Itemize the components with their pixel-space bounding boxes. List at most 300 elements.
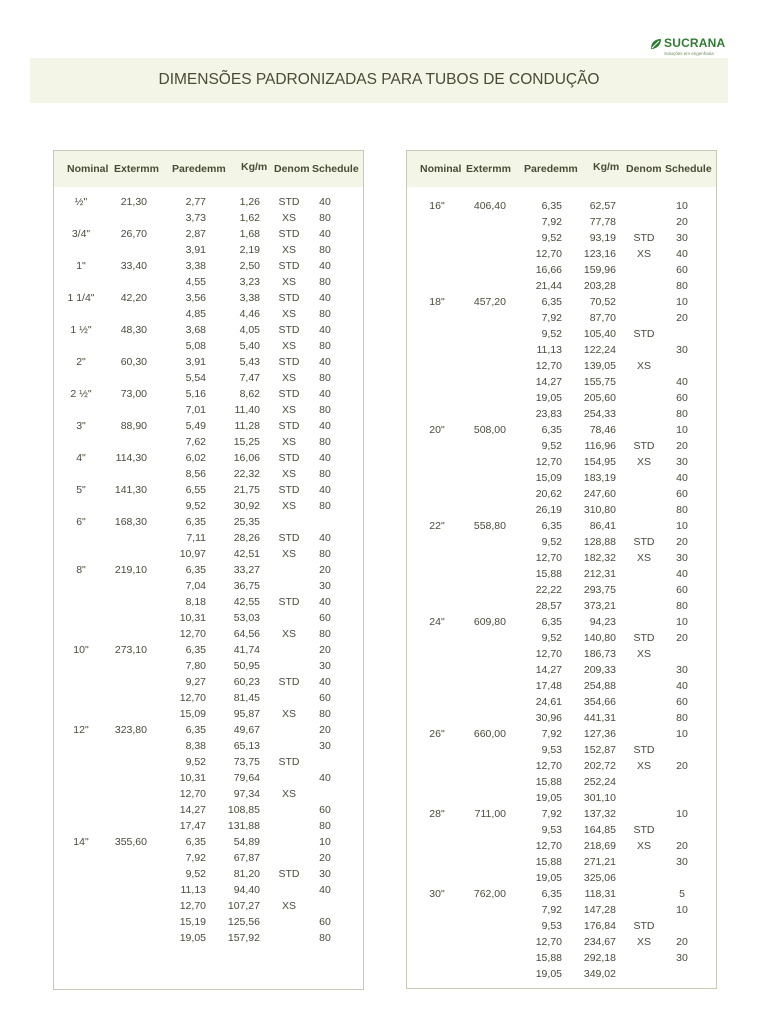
cell-kgm: 50,95 [233, 660, 260, 672]
cell-denom: XS [281, 468, 296, 480]
cell-parede: 7,80 [185, 660, 206, 672]
table-row [407, 392, 716, 408]
table-row [407, 264, 716, 280]
table-row [54, 500, 363, 516]
cell-parede: 14,27 [535, 664, 562, 676]
cell-nominal: 1" [76, 260, 86, 272]
leaf-logo-icon [650, 38, 662, 50]
cell-kgm: 147,28 [583, 904, 616, 916]
cell-parede: 15,88 [535, 568, 562, 580]
cell-schedule: 80 [319, 276, 331, 288]
cell-parede: 3,73 [185, 212, 206, 224]
table-row [54, 900, 363, 916]
cell-denom: XS [281, 308, 296, 320]
cell-kgm: 125,56 [227, 916, 260, 928]
table-row [407, 664, 716, 680]
cell-parede: 15,88 [535, 856, 562, 868]
cell-kgm: 325,06 [583, 872, 616, 884]
cell-denom: STD [278, 228, 300, 240]
cell-parede: 6,35 [541, 616, 562, 628]
cell-denom: STD [633, 232, 655, 244]
cell-schedule: 80 [319, 932, 331, 944]
cell-parede: 3,68 [185, 324, 206, 336]
cell-parede: 12,70 [179, 628, 206, 640]
cell-nominal: 12" [73, 724, 89, 736]
cell-schedule: 80 [676, 712, 688, 724]
cell-parede: 9,27 [185, 676, 206, 688]
cell-nominal: 2 ½" [70, 388, 92, 400]
cell-kgm: 41,74 [233, 644, 260, 656]
cell-exter: 88,90 [120, 420, 147, 432]
cell-schedule: 60 [319, 692, 331, 704]
cell-schedule: 10 [676, 424, 688, 436]
cell-kgm: 94,40 [233, 884, 260, 896]
cell-exter: 73,00 [120, 388, 147, 400]
table-row [54, 852, 363, 868]
cell-schedule: 80 [319, 340, 331, 352]
cell-kgm: 53,03 [233, 612, 260, 624]
cell-denom: XS [281, 708, 296, 720]
cell-kgm: 42,55 [233, 596, 260, 608]
cell-parede: 5,49 [185, 420, 206, 432]
cell-parede: 17,48 [535, 680, 562, 692]
cell-parede: 22,22 [535, 584, 562, 596]
table-row [54, 916, 363, 932]
header-exter: Extermm [466, 163, 511, 175]
table-row [407, 712, 716, 728]
cell-parede: 7,92 [541, 216, 562, 228]
cell-schedule: 40 [319, 676, 331, 688]
cell-schedule: 40 [319, 532, 331, 544]
cell-exter: 219,10 [114, 564, 147, 576]
cell-denom: XS [636, 456, 651, 468]
cell-parede: 9,52 [541, 440, 562, 452]
cell-kgm: 205,60 [583, 392, 616, 404]
table-row [54, 836, 363, 852]
cell-schedule: 10 [676, 728, 688, 740]
cell-parede: 28,57 [535, 600, 562, 612]
cell-kgm: 77,78 [589, 216, 616, 228]
header-parede: Paredemm [524, 163, 578, 175]
cell-kgm: 155,75 [583, 376, 616, 388]
cell-schedule: 40 [319, 484, 331, 496]
cell-parede: 15,88 [535, 776, 562, 788]
table-row [407, 968, 716, 984]
cell-denom: STD [278, 596, 300, 608]
cell-denom: STD [633, 744, 655, 756]
table-row [54, 868, 363, 884]
cell-parede: 8,18 [185, 596, 206, 608]
table-row [407, 376, 716, 392]
cell-parede: 19,05 [179, 932, 206, 944]
table-row [407, 856, 716, 872]
cell-denom: STD [633, 920, 655, 932]
cell-schedule: 40 [676, 376, 688, 388]
table-row [407, 216, 716, 232]
cell-schedule: 40 [319, 772, 331, 784]
cell-kgm: 118,31 [584, 888, 616, 900]
table-row [54, 676, 363, 692]
cell-parede: 14,27 [535, 376, 562, 388]
cell-schedule: 60 [676, 264, 688, 276]
cell-denom: XS [636, 552, 651, 564]
cell-schedule: 30 [676, 952, 688, 964]
cell-kgm: 107,27 [227, 900, 260, 912]
table-row [54, 468, 363, 484]
cell-denom: XS [281, 340, 296, 352]
cell-schedule: 60 [319, 612, 331, 624]
cell-schedule: 5 [679, 888, 685, 900]
table-row [54, 196, 363, 212]
table-row [407, 584, 716, 600]
cell-parede: 3,91 [185, 356, 206, 368]
cell-parede: 11,13 [536, 344, 562, 356]
table-row [407, 616, 716, 632]
table-row [54, 660, 363, 676]
cell-denom: STD [278, 452, 300, 464]
cell-kgm: 301,10 [583, 792, 616, 804]
cell-parede: 23,83 [535, 408, 562, 420]
table-row [407, 696, 716, 712]
table-row [54, 884, 363, 900]
cell-nominal: 24" [429, 616, 445, 628]
cell-exter: 141,30 [114, 484, 147, 496]
table-row [54, 516, 363, 532]
cell-parede: 24,61 [535, 696, 562, 708]
cell-schedule: 40 [319, 228, 331, 240]
cell-parede: 20,62 [535, 488, 562, 500]
cell-kgm: 30,92 [233, 500, 260, 512]
cell-schedule: 80 [319, 548, 331, 560]
cell-parede: 7,92 [541, 808, 562, 820]
table-row [54, 740, 363, 756]
table-row [407, 536, 716, 552]
cell-schedule: 20 [319, 724, 331, 736]
table-row [54, 724, 363, 740]
cell-schedule: 80 [319, 708, 331, 720]
table-row [54, 212, 363, 228]
cell-kgm: 252,24 [583, 776, 616, 788]
cell-kgm: 122,24 [583, 344, 616, 356]
header-kgm: Kg/m [241, 161, 268, 173]
cell-parede: 6,35 [541, 520, 562, 532]
cell-nominal: 1 1/4" [67, 292, 95, 304]
cell-parede: 6,35 [541, 296, 562, 308]
cell-parede: 12,70 [179, 692, 206, 704]
cell-denom: STD [278, 420, 300, 432]
cell-parede: 8,56 [185, 468, 206, 480]
header-parede: Paredemm [172, 163, 226, 175]
cell-kgm: 203,28 [583, 280, 616, 292]
cell-exter: 21,30 [120, 196, 147, 208]
cell-denom: STD [633, 328, 655, 340]
cell-parede: 26,19 [535, 504, 562, 516]
cell-kgm: 157,92 [227, 932, 260, 944]
cell-parede: 3,38 [185, 260, 206, 272]
cell-kgm: 64,56 [233, 628, 260, 640]
cell-schedule: 60 [676, 392, 688, 404]
cell-denom: STD [278, 756, 300, 768]
cell-kgm: 373,21 [583, 600, 616, 612]
cell-parede: 6,35 [541, 888, 562, 900]
cell-kgm: 7,47 [239, 372, 260, 384]
table-right [406, 150, 717, 989]
cell-parede: 7,92 [541, 728, 562, 740]
page-title: DIMENSÕES PADRONIZADAS PARA TUBOS DE CONDUÇÃO [158, 71, 600, 88]
cell-schedule: 20 [319, 564, 331, 576]
cell-schedule: 40 [319, 884, 331, 896]
cell-denom: XS [281, 372, 296, 384]
table-row [407, 232, 716, 248]
cell-parede: 30,96 [535, 712, 562, 724]
cell-kgm: 140,80 [583, 632, 616, 644]
cell-parede: 6,35 [185, 516, 206, 528]
table-row [407, 424, 716, 440]
cell-parede: 12,70 [535, 760, 562, 772]
cell-exter: 114,30 [115, 452, 147, 464]
cell-kgm: 25,35 [233, 516, 260, 528]
cell-nominal: 4" [76, 452, 86, 464]
cell-parede: 11,13 [180, 884, 206, 896]
table-row [407, 776, 716, 792]
cell-parede: 7,92 [541, 312, 562, 324]
header-schedule: Schedule [312, 163, 359, 175]
header-nominal: Nominal [420, 163, 462, 175]
cell-kgm: 349,02 [583, 968, 616, 980]
cell-parede: 5,08 [185, 340, 206, 352]
brand-logo [650, 36, 730, 60]
cell-nominal: 18" [429, 296, 445, 308]
cell-schedule: 30 [676, 344, 688, 356]
header-denom: Denom [274, 163, 310, 175]
table-row [54, 308, 363, 324]
cell-kgm: 62,57 [589, 200, 616, 212]
cell-kgm: 139,05 [583, 360, 616, 372]
table-row [54, 820, 363, 836]
cell-schedule: 40 [319, 420, 331, 432]
cell-kgm: 137,32 [583, 808, 616, 820]
table-row [54, 804, 363, 820]
cell-parede: 2,87 [185, 228, 206, 240]
cell-kgm: 67,87 [233, 852, 260, 864]
cell-exter: 355,60 [114, 836, 147, 848]
cell-parede: 7,04 [185, 580, 206, 592]
cell-kgm: 116,96 [584, 440, 616, 452]
cell-schedule: 10 [676, 616, 688, 628]
cell-kgm: 123,16 [583, 248, 616, 260]
cell-schedule: 10 [676, 200, 688, 212]
cell-kgm: 105,40 [583, 328, 616, 340]
header-denom: Denom [626, 163, 662, 175]
cell-nominal: ½" [74, 196, 88, 208]
cell-schedule: 20 [676, 936, 688, 948]
cell-parede: 5,54 [185, 372, 206, 384]
cell-denom: STD [278, 484, 300, 496]
cell-schedule: 30 [676, 456, 688, 468]
cell-nominal: 22" [429, 520, 445, 532]
table-row [407, 360, 716, 376]
cell-schedule: 30 [319, 740, 331, 752]
cell-kgm: 128,88 [583, 536, 616, 548]
cell-denom: XS [636, 648, 651, 660]
cell-kgm: 159,96 [583, 264, 616, 276]
cell-nominal: 5" [76, 484, 86, 496]
table-row [54, 644, 363, 660]
cell-schedule: 30 [319, 868, 331, 880]
cell-schedule: 80 [319, 308, 331, 320]
cell-exter: 711,00 [474, 808, 506, 820]
cell-kgm: 60,23 [233, 676, 260, 688]
cell-kgm: 42,51 [233, 548, 260, 560]
cell-kgm: 176,84 [583, 920, 616, 932]
cell-nominal: 26" [429, 728, 445, 740]
cell-kgm: 108,85 [227, 804, 260, 816]
cell-nominal: 20" [429, 424, 445, 436]
cell-kgm: 131,88 [227, 820, 260, 832]
cell-kgm: 79,64 [233, 772, 260, 784]
table-row [54, 372, 363, 388]
table-row [407, 296, 716, 312]
header-exter: Extermm [114, 163, 159, 175]
cell-kgm: 164,85 [583, 824, 616, 836]
cell-denom: XS [281, 276, 296, 288]
cell-parede: 12,70 [535, 456, 562, 468]
cell-schedule: 80 [319, 628, 331, 640]
table-row [54, 692, 363, 708]
table-header [407, 151, 716, 187]
cell-schedule: 80 [676, 408, 688, 420]
cell-parede: 3,91 [185, 244, 206, 256]
cell-denom: STD [278, 324, 300, 336]
cell-parede: 3,56 [185, 292, 206, 304]
cell-kgm: 254,88 [583, 680, 616, 692]
cell-kgm: 218,69 [583, 840, 616, 852]
cell-denom: STD [278, 356, 300, 368]
table-row [407, 408, 716, 424]
cell-kgm: 36,75 [233, 580, 260, 592]
cell-exter: 33,40 [120, 260, 147, 272]
table-row [54, 452, 363, 468]
cell-schedule: 20 [676, 216, 688, 228]
table-row [54, 436, 363, 452]
table-row [407, 792, 716, 808]
cell-parede: 19,05 [535, 968, 562, 980]
table-row [407, 504, 716, 520]
cell-kgm: 247,60 [583, 488, 616, 500]
cell-kgm: 3,23 [239, 276, 260, 288]
table-row [407, 328, 716, 344]
table-row [407, 440, 716, 456]
cell-exter: 168,30 [114, 516, 147, 528]
cell-schedule: 80 [319, 820, 331, 832]
cell-schedule: 60 [676, 696, 688, 708]
table-row [407, 904, 716, 920]
cell-parede: 10,97 [179, 548, 206, 560]
cell-denom: STD [278, 292, 300, 304]
table-row [407, 312, 716, 328]
cell-schedule: 80 [319, 436, 331, 448]
cell-exter: 42,20 [120, 292, 147, 304]
cell-nominal: 8" [76, 564, 86, 576]
cell-schedule: 20 [676, 760, 688, 772]
cell-schedule: 80 [319, 500, 331, 512]
table-row [54, 788, 363, 804]
cell-schedule: 40 [319, 292, 331, 304]
table-row [407, 280, 716, 296]
table-row [54, 628, 363, 644]
cell-exter: 457,20 [473, 296, 506, 308]
cell-schedule: 80 [676, 280, 688, 292]
table-row [407, 872, 716, 888]
cell-kgm: 5,43 [239, 356, 260, 368]
table-row [407, 824, 716, 840]
cell-schedule: 10 [676, 808, 688, 820]
cell-nominal: 6" [76, 516, 86, 528]
cell-schedule: 60 [676, 584, 688, 596]
cell-parede: 4,55 [185, 276, 206, 288]
table-left [53, 150, 364, 990]
cell-kgm: 154,95 [583, 456, 616, 468]
cell-nominal: 3" [76, 420, 86, 432]
cell-parede: 12,70 [535, 936, 562, 948]
cell-parede: 5,16 [185, 388, 206, 400]
cell-schedule: 40 [676, 248, 688, 260]
cell-schedule: 30 [676, 232, 688, 244]
cell-parede: 12,70 [535, 648, 562, 660]
cell-kgm: 4,46 [239, 308, 260, 320]
cell-schedule: 20 [676, 440, 688, 452]
cell-parede: 7,92 [185, 852, 206, 864]
cell-kgm: 33,27 [233, 564, 260, 576]
cell-parede: 9,52 [185, 500, 206, 512]
table-row [54, 404, 363, 420]
cell-kgm: 186,73 [583, 648, 616, 660]
cell-kgm: 3,38 [239, 292, 260, 304]
cell-parede: 9,52 [541, 632, 562, 644]
header-schedule: Schedule [665, 163, 712, 175]
table-row [54, 532, 363, 548]
cell-kgm: 292,18 [583, 952, 616, 964]
table-row [54, 708, 363, 724]
cell-parede: 9,52 [185, 756, 206, 768]
cell-kgm: 81,45 [233, 692, 260, 704]
cell-kgm: 11,28 [234, 420, 260, 432]
cell-schedule: 20 [676, 536, 688, 548]
table-row [54, 276, 363, 292]
cell-kgm: 254,33 [583, 408, 616, 420]
table-row [407, 760, 716, 776]
table-row [407, 344, 716, 360]
table-row [54, 388, 363, 404]
cell-exter: 323,80 [114, 724, 147, 736]
cell-kgm: 21,75 [233, 484, 260, 496]
cell-schedule: 80 [676, 600, 688, 612]
cell-kgm: 8,62 [239, 388, 260, 400]
cell-denom: XS [636, 248, 651, 260]
header-nominal: Nominal [67, 163, 109, 175]
cell-parede: 19,05 [535, 792, 562, 804]
table-row [407, 488, 716, 504]
cell-kgm: 86,41 [589, 520, 616, 532]
cell-nominal: 28" [429, 808, 445, 820]
cell-parede: 2,77 [185, 196, 206, 208]
cell-kgm: 310,80 [583, 504, 616, 516]
cell-kgm: 11,40 [234, 404, 260, 416]
table-row [54, 340, 363, 356]
cell-kgm: 234,67 [583, 936, 616, 948]
cell-kgm: 28,26 [233, 532, 260, 544]
cell-parede: 7,01 [185, 404, 206, 416]
